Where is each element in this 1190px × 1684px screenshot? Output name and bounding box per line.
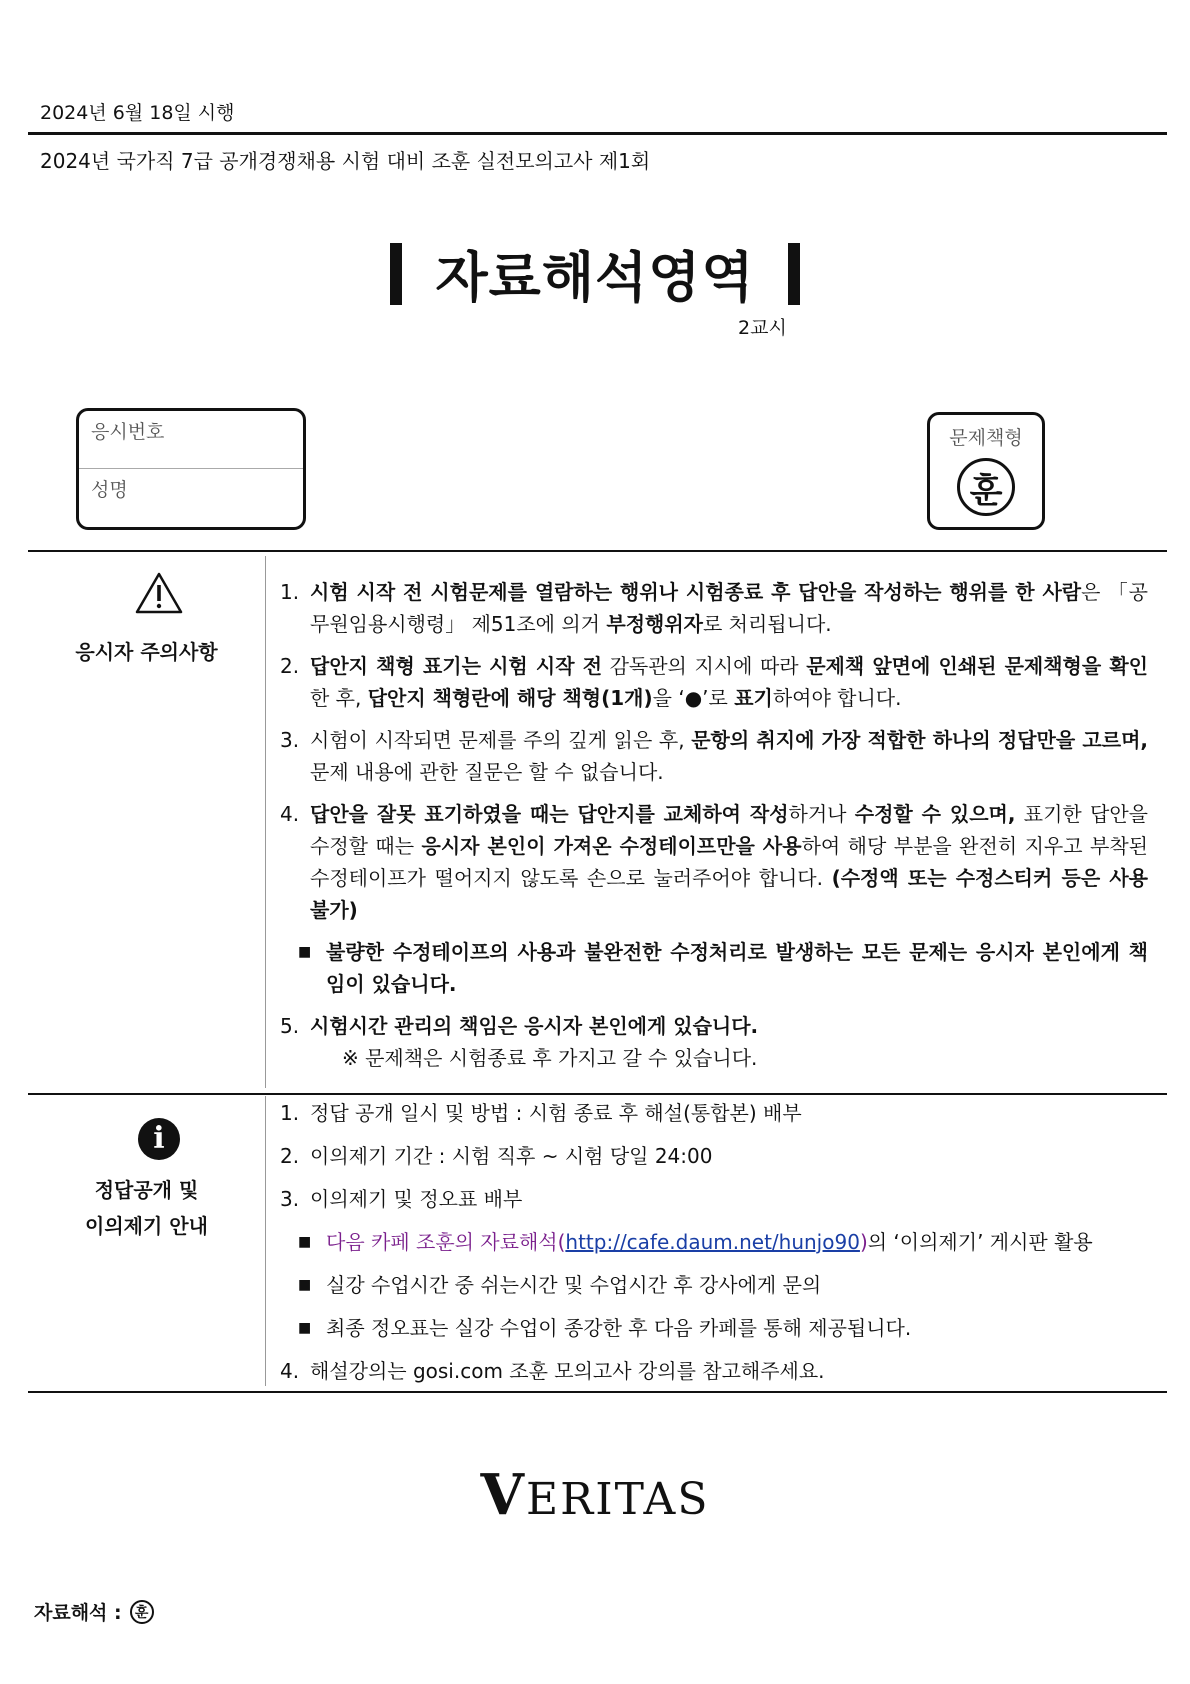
footer-label: 자료해석 : 훈 [34, 1598, 154, 1625]
square-bullet-icon: ■ [298, 944, 312, 960]
cautions-list [280, 576, 1148, 1084]
exam-period: 2교시 [738, 317, 787, 339]
answer-sub-item: ■ 실강 수업시간 중 쉬는시간 및 수업시간 후 강사에게 문의 [280, 1269, 1148, 1301]
section-divider [28, 1391, 1167, 1393]
caution-item: 1. 시험 시작 전 시험문제를 열람하는 행위나 시험종료 후 답안을 작성하는 행위를 한 사람은 「공무원임용시행령」 제51조에 의거 부정행위자로 처리됩니다. [280, 580, 1148, 636]
column-divider [265, 556, 266, 1088]
caution-item: 2. 답안지 책형 표기는 시험 시작 전 감독관의 지시에 따라 문제책 앞면에 인쇄된 문제책형을 확인한 후, 답안지 책형란에 해당 책형(1개)을 ‘●’로 표기하여야 합니다. [280, 654, 1148, 710]
booklet-type-box [927, 412, 1045, 530]
section-divider [28, 1093, 1167, 1095]
caution-item: 3. 시험이 시작되면 문제를 주의 깊게 읽은 후, 문항의 취지에 가장 적합한 하나의 정답만을 고르며, 문제 내용에 관한 질문은 할 수 없습니다. [280, 728, 1148, 784]
caution-sub-item: ■ 불량한 수정테이프의 사용과 불완전한 수정처리로 발생하는 모든 문제는 응시자 본인에게 책임이 있습니다. [280, 936, 1148, 1000]
booklet-type-label: 문제책형 [949, 427, 1023, 449]
exam-number-field[interactable] [79, 411, 303, 469]
answer-item: 3. 이의제기 및 정오표 배부 [280, 1187, 523, 1211]
caution-item: 4. 답안을 잘못 표기하였을 때는 답안지를 교체하여 작성하거나 수정할 수 있으며, 표기한 답안을 수정할 때는 응시자 본인이 가져온 수정테이프만을 사용하여 해당 부분을 완전히 지우고 부착된 수정테이프가 떨어지지 않도록 손으로 눌러주어야 합니다. (수정액 또는 수정스티커 등은 사용 불가) [280, 802, 1149, 922]
answer-sub-item: ■ 다음 카페 조훈의 자료해석(http://cafe.daum.net/hunjo90)의 ‘이의제기’ 게시판 활용 [280, 1226, 1148, 1258]
candidate-info-box [76, 408, 306, 530]
answer-item: 2. 이의제기 기간 : 시험 직후 ~ 시험 당일 24:00 [280, 1144, 713, 1168]
name-field[interactable] [79, 469, 303, 527]
square-bullet-icon: ■ [298, 1234, 312, 1250]
caution-note: ※ 문제책은 시험종료 후 가지고 갈 수 있습니다. [342, 1046, 758, 1070]
title-bar-right [788, 243, 800, 305]
top-rule [28, 132, 1167, 135]
exam-title: 2024년 국가직 7급 공개경쟁채용 시험 대비 조훈 실전모의고사 제1회 [40, 149, 651, 173]
section-divider [28, 550, 1167, 552]
page-title: 자료해석영역 [435, 246, 755, 309]
answer-item: 4. 해설강의는 gosi.com 조훈 모의고사 강의를 참고해주세요. [280, 1359, 825, 1383]
answers-heading: 정답공개 및 이의제기 안내 [85, 1178, 208, 1238]
exam-number-label: 응시번호 [91, 421, 165, 443]
exam-date: 2024년 6월 18일 시행 [40, 102, 235, 124]
title-bar-left [390, 243, 402, 305]
answers-list [280, 1097, 1148, 1398]
booklet-type-seal: 훈 [957, 458, 1015, 516]
name-label: 성명 [91, 479, 128, 501]
square-bullet-icon: ■ [298, 1320, 312, 1336]
column-divider [265, 1096, 266, 1386]
main-title-block [0, 235, 1190, 312]
answer-item: 1. 정답 공개 일시 및 방법 : 시험 종료 후 해설(통합본) 배부 [280, 1101, 802, 1125]
cafe-link[interactable]: http://cafe.daum.net/hunjo90 [565, 1230, 860, 1254]
info-icon: i [138, 1118, 180, 1160]
answer-sub-item: ■ 최종 정오표는 실강 수업이 종강한 후 다음 카페를 통해 제공됩니다. [280, 1312, 1148, 1344]
veritas-logo: VERITAS [480, 1462, 710, 1528]
footer-seal: 훈 [130, 1600, 154, 1624]
caution-item: 5. 시험시간 관리의 책임은 응시자 본인에게 있습니다. ※ 문제책은 시험종료 후 가지고 갈 수 있습니다. [280, 1010, 1148, 1074]
warning-triangle-icon [134, 571, 184, 615]
cautions-heading: 응시자 주의사항 [75, 640, 218, 664]
square-bullet-icon: ■ [298, 1277, 312, 1293]
